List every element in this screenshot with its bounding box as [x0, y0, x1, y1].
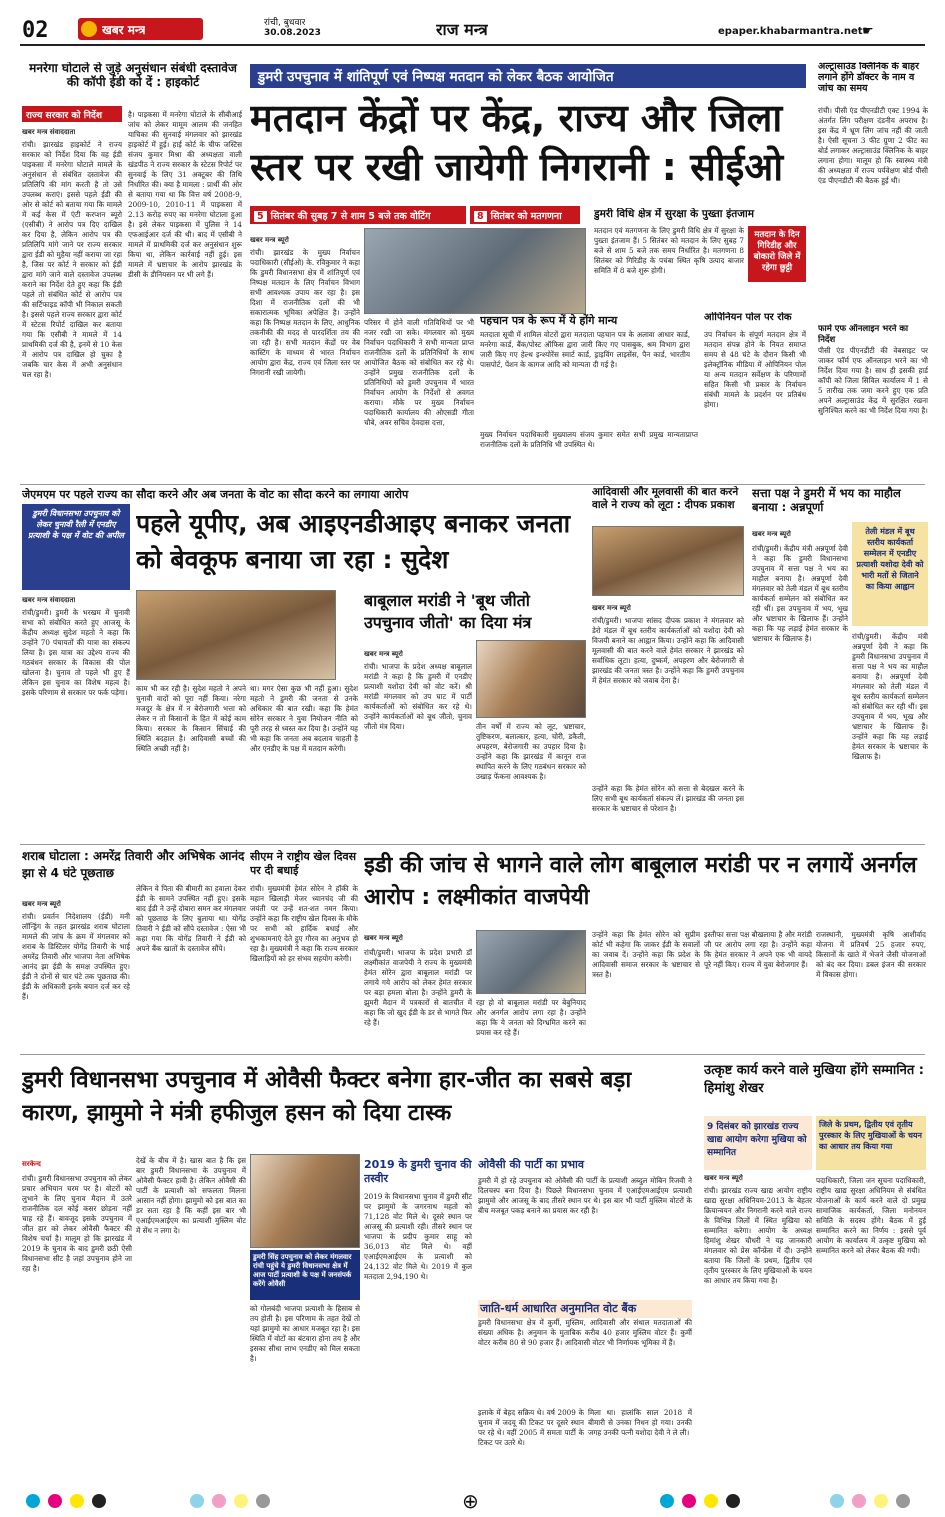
section-rule-2	[20, 844, 925, 845]
mukhiya-body: रांची। झारखंड राज्य खाद्य आयोग राष्ट्रीय खाद्य सुरक्षा अधिनियम-2013 के बेहतर क्रियान्वयन और निगरानी करने वाले राज्य के विभिन्न जिलों में स्थित मुखिया को सम्मानित करेगा। आयोग के अध्यक्ष हिमांशु शेखर चौधरी ने यह जानकारी मंगलवार को प्रेस कॉन्फ्रेंस में दी। उन्होंने बताया कि जिलों के प्रथम, द्वितीय एवं तृतीय पुरस्कार के लिए मुखियाओं के चयन का आधार तय किया गया है।	[704, 1186, 812, 1285]
sudesh-kicker: जेएमएम पर पहले राज्य का सौदा करने और अब जनता के वोट का सौदा करने का लगाया आरोप	[22, 488, 409, 501]
header-place-day: रांची, बुधवार	[264, 18, 306, 28]
marandi-headline: बाबूलाल मरांडी ने 'बूथ जीतो उपचुनाव जीतो' का दिया मंत्र	[364, 591, 532, 632]
security-headline: डुमरी विधि क्षेत्र में सुरक्षा के पुख्ता इंतजाम	[594, 208, 755, 220]
vajpayee-body: रांची/डुमरी। भाजपा के प्रदेश प्रभारी डॉ लक्ष्मीकांत वाजपेयी ने राज्य के मुख्यमंत्री हेमंत सोरेन द्वारा बाबूलाल मरांडी पर लगाये गये आरोप को लेकर हेमंत सरकार पर बड़ा हमला बोला है। उन्होंने डुमरी के झुमरी मैदान में पत्रकारों से बातचीत में कहा कि जो खुद ईडी के डर से भागते फिर रहे हैं।	[364, 948, 472, 1027]
section-name: राज मन्त्र	[436, 20, 488, 39]
vajpayee-body2: रहा हो वो बाबूलाल मरांडी पर बेबुनियाद और अनर्गल आरोप लगा रहा है। उन्होंने कहा कि ये जनता को दिग्भ्रमित करने का प्रयास कर रहे हैं।	[476, 998, 586, 1037]
owaisi-photo	[250, 1154, 360, 1248]
print-mark-cyan-1	[26, 1494, 40, 1508]
sudesh-byline: खबर मन्त्र संवाददाता	[22, 596, 76, 604]
marandi-body2: तीन वर्षों में राज्य को लूट, भ्रष्टाचार, तुष्टिकरण, बलात्कार, हत्या, चोरी, डकैती, अपहरण, बेरोजगारी का उपहार दिया है। उन्होंने कहा कि झारखंड में कानून राज स्थापित करने के लिए गठबंधन सरकार को उखाड़ फेंकना आवश्यक है।	[476, 722, 586, 781]
print-mark-black-1	[92, 1494, 106, 1508]
owaisi-body5: मिला था। हालांकि साल 2018 में बीमारी से उनका निधन हो गया। उनकी जगह उनकी पत्नी यशोदा देवी ने ले ली।	[588, 1408, 692, 1437]
main-bar2-num: 8	[474, 211, 487, 222]
main-bar1-num: 5	[254, 211, 267, 222]
ultrasound-sub: फार्म एफ ऑनलाइन भरने का निर्देश	[818, 324, 909, 345]
owaisi-headline: डुमरी विधानसभा उपचुनाव में ओवैसी फैक्टर बनेगा हार-जीत का सबसे बड़ा कारण, झामुमो ने मंत्री हफीजुल हसन को दिया टास्क	[22, 1067, 632, 1126]
col2-body: है। पाइकसा में मनरेगा घोटाले के सीबीआई जांच को लेकर मामूम आलम की जनहित याचिका की सुनवाई मंगलवार को झारखंड हाइकोर्ट में हुई। हाई कोर्ट के चीफ जस्टिस संजय कुमार मिश्रा की अध्यक्षता वाली खंडपीठ ने राज्य सरकार के स्टेटस रिपोर्ट पर सुनवाई के लिए 31 अक्टूबर की तिथि निर्धारित की। क्या है मामला : प्रार्थी की ओर से बताया गया था कि वित्त वर्ष 2008-9, 2009-10, 2010-11 में पाइकसा में 2.13 करोड़ रुपए का मनरेगा घोटाला हुआ है। इसे लेकर पाइकसा में पुलिस ने 14 एफआईआर दर्ज की थी। बाद में एसीबी ने मामले में प्राथमिकी दर्ज कर अनुसंधान शुरू किया था, लेकिन कार्रवाई नहीं हुई। इस मामले में भ्रष्टाचार के आरोप झारखंड के डीसी के डीनियसन पर भी लगे हैं।	[128, 110, 242, 279]
logo-circle-icon	[81, 21, 97, 37]
marandi-byline: खबर मन्त्र ब्यूरो	[364, 650, 403, 658]
owaisi-side-headline: 2019 के डुमरी चुनाव की तस्वीर	[364, 1158, 472, 1185]
main-body1: रांची। झारखंड के मुख्य निर्वाचन पदाधिकारी (सीईओ) के. रविकुमार ने कहा कि डुमरी विधानसभा क्षेत्र में शांतिपूर्ण एवं निष्पक्ष मतदान के लिए निर्वाचन विभाग सभी आवश्यक उपाय कर रहा है। इस दिशा में राजनीतिक दलों की भी सकारात्मक भूमिका अपेक्षित है। उन्होंने कहा कि निष्पक्ष मतदान के लिए, आधुनिक तकनीकी की मदद से पारदर्शिता तय की जा रही है। सभी मतदान केंद्रों पर वेब कास्टिंग के माध्यम से भारत निर्वाचन आयोग द्वारा केंद्र, राज्य एवं जिला स्तर पर निगरानी रखी जायेगी।	[250, 248, 360, 377]
main-byline: खबर मन्त्र ब्यूरो	[250, 236, 289, 244]
col1-headline: मनरेगा घोटाले से जुड़े अनुसंधान संबंधी दस्तावेज की कॉपी ईडी को दें : हाइकोर्ट	[29, 62, 237, 89]
print-mark-magenta-2	[212, 1494, 226, 1508]
ultrasound-body2: पीसी एंड पीएनडीटी की वेबसाइट पर जाकर फॉर्म एफ ऑनलाइन भरने का भी निर्देश दिया गया है। साथ ही इसकी हार्ड कॉपी को जिला सिविल कार्यालय में 1 से 5 तारीख तक जमा करने हुए एक प्रति अपने अल्ट्रासाउंड केंद्र में सुरक्षित रखना सुनिश्चित करने का भी निर्देश दिया गया है।	[818, 346, 928, 415]
ultrasound-headline: अल्ट्रासाउंड क्लिनिक के बाहर लगाने होंगे डॉक्टर के नाम व जांच का समय	[818, 62, 919, 94]
liquor-body: रांची। प्रवर्तन निदेशालय (ईडी) मनी लॉन्ड्रिंग के तहत झारखंड शराब घोटाला मामले की जांच के क्रम में मंगलवार को शराब के डिस्टिलर योगेंद्र तिवारी के भाई अमरेंद्र तिवारी और भाजपा नेता अभिषेक आनंद झा ईडी के समक्ष उपस्थित हुए। ईडी ने दोनों से चार घंटे तक पूछताछ की। ईडी के अधिकारी इनके बयान दर्ज कर रहे हैं।	[22, 912, 130, 1001]
print-mark-magenta-3	[682, 1494, 696, 1508]
print-mark-magenta-1	[48, 1494, 62, 1508]
vajpayee-body5: राजस्थानी, मुख्यमंत्री कृषि आशीर्वाद योजना में प्रतिवर्ष 25 हजार रुपए, किसानों के खाते में भेजने जैसी योजनाओं को बंद कर दिया। डबल इंजन की सरकार में विकास होगा।	[816, 930, 926, 979]
sudesh-body2: काम भी कर रही है। सुदेश महतो ने अपने चुनावी वादों को पूरा नहीं किया। नरेगा मजदूर के क्षेत्र में न बेरोजगारी भत्ता को लेकर न तो किसानों के हित में कोई काम किया। सरकार के किसान सिंचाई की स्थिति बदहाल है। आदिवासी बच्चों की स्थिति अच्छी नहीं है।	[136, 684, 246, 753]
mukhiya-box1: 9 दिसंबर को झारखंड राज्य खाद्य आयोग करेगा मुखिया को सम्मानित	[704, 1116, 812, 1170]
owaisi-photo-caption: डुमरी सिंह उपचुनाव को लेकर मंगलवार रांची पहुंचे ये डुमरी विधानसभा क्षेत्र में आज पार्टी प्रत्याशी के पक्ष में जनसंपर्क करेंगे ओवैसी	[250, 1250, 360, 1300]
main-body2: परिसर में होने वाली गतिविधियों पर भी नजर रखी जा सके। मंगलवार को मुख्य निर्वाचन पदाधिकारी ने सभी मान्यता प्राप्त राजनीतिक दलों के प्रतिनिधियों के साथ आयोजित बैठक को संबोधित कर रहे थे। उन्होंने प्रमुख राजनीतिक दलों के प्रतिनिधियों को डुमरी उपचुनाव में भारत निर्वाचन आयोग के निर्देशों से अवगत कराया। मौके पर मुख्य निर्वाचन पदाधिकारी कार्यालय की ओएसडी गीता चौबे, अवर सचिव देवदास दत्ता,	[364, 318, 474, 427]
annapurna-body-cont: रांची/डुमरी। केंद्रीय मंत्री अन्नपूर्णा देवी ने कहा कि डुमरी विधानसभा उपचुनाव में सत्ता पक्ष ने भय का माहौल बनाया है। अन्नपूर्णा देवी मंगलवार को तेली मंडल में बूथ स्तरीय कार्यकर्ता सम्मेलन को संबोधित कर रही थीं। इस उपचुनाव में भय, भूख और भ्रष्टाचार के खिलाफ हैं। उन्होंने कहा कि यह लड़ाई हेमंत सरकार के भ्रष्टाचार के खिलाफ है।	[852, 632, 928, 761]
col1-body: रांची। झारखंड हाइकोर्ट ने राज्य सरकार को निर्देश दिया कि वह ईडी पाइकसा में मनरेगा घोटाले मामले के अनुसंधान से संबंधित दस्तावेज की प्रतिलिपि की मांग करती है तो उसे उपलब्ध कराएं। इससे पहले ईडी की ओर से कोर्ट को बताया गया कि मामले में कई केस में एंटी करप्शन ब्यूरो (एसीबी) ने आरोप पत्र दिए दाखिल कर दिया है, लेकिन आरोप पत्र की प्रतिलिपि मांगे जाने पर राज्य सरकार द्वारा ईडी को मुहैया नहीं कराया जा रहा है, जिस पर कोर्ट ने सरकार को ईडी द्वारा मांगे जाने वाले दस्तावेज उपलब्ध कराने का निर्देश देते हुए कहा कि ईडी पहले तो संबंधित कोर्ट से आरोप पत्र की सर्टिफाइड कॉपी भी निकाल सकती है। इससे पहले राज्य सरकार द्वारा कोर्ट में स्टेटस रिपोर्ट दाखिल कर बताया गया कि एसीबी ने मामले में 14 प्राथमिकी दर्ज की है, इनमें से 10 केस में आरोप पत्र दाखिल हो चुका है जबकि चार केस में अभी अनुसंधान चल रहा है।	[22, 140, 122, 379]
brand-logo-box	[78, 18, 203, 40]
print-mark-cyan-4	[830, 1494, 844, 1508]
main-bar2-text: सितंबर को मतगणना	[490, 211, 562, 222]
print-mark-yellow-1	[70, 1494, 84, 1508]
sudesh-body: रांची/डुमरी। डुमरी के भरखम में चुनावी सभा को संबोधित करते हुए आजसू के केंद्रीय अध्यक्ष सुदेश महतो ने कहा कि उन्होंने 70 पंचायतों की यात्रा का संकल्प लिया है। इस यात्रा का उद्देश्य राज्य की गठबंधन सरकार के विकास की पोल खोलना है। चुनाव तो पहले भी हुए हैं लेकिन इस चुनाव का विशेष महत्व है। इसके परिणाम से सरकार पर फर्क पड़ेगा।	[22, 608, 130, 697]
mukhiya-byline: खबर मन्त्र ब्यूरो	[704, 1174, 743, 1182]
deepak-body2: उन्होंने कहा कि हेमंत सोरेन को सत्ता से बेदखल करने के लिए सभी बूथ कार्यकर्ता संकल्प लें। झारखंड की जनता इस सरकार के भ्रष्टाचार से परेशान है।	[592, 784, 744, 813]
sudesh-side-box: डुमरी विधानसभा उपचुनाव को लेकर चुनावी रैली में एनडीए प्रत्याशी के पक्ष में वोट की अपील	[22, 504, 130, 590]
annapurna-body: रांची/डुमरी। केंद्रीय मंत्री अन्नपूर्णा देवी ने कहा कि डुमरी विधानसभा उपचुनाव में सत्ता पक्ष ने भय का माहौल बनाया है। अन्नपूर्णा देवी मंगलवार को तेली मंडल में बूथ स्तरीय कार्यकर्ता सम्मेलन को संबोधित कर रही थीं। इस उपचुनाव में भय, भूख और भ्रष्टाचार के खिलाफ हैं। उन्होंने कहा कि यह लड़ाई हेमंत सरकार के भ्रष्टाचार के खिलाफ है।	[752, 544, 848, 643]
sudesh-body3: था। मगर ऐसा कुछ भी नहीं हुआ। सुदेश महतो ने डुमरी की जनता से उनके अधिकार की बात रखी। कहा कि हेमंत सोरेन सरकार ने युवा नियोजन नीति को पूरी तरह से ध्वस्त कर दिया है। उन्होंने यह भी कहा कि जनता अब बदलाव चाहती है और एनडीए के पक्ष में मतदान करेगी।	[250, 684, 358, 753]
ultrasound-body: रांची। पीसी एंड पीएनडीटी एक्ट 1994 के अंतर्गत लिंग परीक्षण दंडनीय अपराध है। इस केंद्र में भ्रूण लिंग जांच नहीं की जाती है। ऐसी सूचना 3 फीट ग्रुणा 2 फीट का बोर्ड लगाकर अल्ट्रासाउंड क्लिनिक के बाहर लगाना होगा। मालूम हो कि स्वास्थ्य मंत्री की अध्यक्षता में राज्य पर्यवेक्षण बोर्ड पीसी एंड पीएनडीटी की बैठक हुई थी।	[818, 106, 928, 185]
mukhiya-headline: उत्कृष्ट कार्य करने वाले मुखिया होंगे सम्मानित : हिमांशु शेखर	[704, 1063, 924, 1096]
col1-byline: खबर मन्त्र संवाददाता	[22, 128, 76, 136]
vajpayee-headline: इडी की जांच से भागने वाले लोग बाबूलाल मरांडी पर न लगायें अनर्गल आरोप : लक्ष्मीकांत वाजपेयी	[364, 853, 917, 910]
owaisi-byline: सरकेन्द	[22, 1160, 41, 1168]
opinion-headline: ओपिनियन पोल पर रोक	[704, 312, 792, 323]
sudesh-headline: पहले यूपीए, अब आइएनडीआइए बनाकर जनता को बेवकूफ बनाया जा रहा : सुदेश	[136, 509, 571, 575]
marandi-portrait	[476, 640, 586, 718]
vajpayee-body4: इस्तीफा सत्ता पक्ष बौखलाया है और मरांडी जी पर आरोप लगा रहा है। उन्होंने कहा कि हेमंत सरकार ने अपने एक भी वायदे पूरे नहीं किए। राज्य में युवा बेरोजगार हैं।	[704, 930, 812, 969]
print-mark-yellow-2	[234, 1494, 248, 1508]
print-mark-grey-4	[896, 1494, 910, 1508]
marandi-body: रांची। भाजपा के प्रदेश अध्यक्ष बाबूलाल मरांडी ने कहा है कि डुमरी में एनडीए प्रत्याशी यशोदा देवी को वोट करें। श्री मरांडी मंगलवार को उप घाट में पार्टी कार्यकर्ताओं को संबोधित कर रहे थे। उन्होंने कार्यकर्ताओं को बूथ जीतो, चुनाव जीतो मंत्र दिया।	[364, 662, 472, 731]
security-body: मतदान एवं मतगणना के लिए डुमरी विधि क्षेत्र में सुरक्षा के पुख्ता इंतजाम हैं। 5 सितंबर को मतदान के लिए सुबह 7 बजे से शाम 5 बजे तक समय निर्धारित है। मतगणना 8 सितंबर को गिरिडीह के पचंबा स्थित कृषि उत्पाद बाजार समिति में 8 बजे शुरू होगी।	[594, 226, 744, 275]
sudesh-photo	[136, 590, 336, 680]
holiday-box: मतदान के दिन गिरिडीह और बोकारो जिले में रहेगा छुट्टी	[748, 226, 806, 282]
masthead	[0, 0, 945, 42]
print-mark-cyan-2	[190, 1494, 204, 1508]
annapurna-byline: खबर मन्त्र ब्यूरो	[752, 530, 791, 538]
vajpayee-photo	[476, 930, 586, 994]
owaisi-box-body: डुमरी में हो रहे उपचुनाव को ओवैसी की पार्टी के प्रत्याशी अब्दुल मोबिन रिजवी ने दिलचस्प बना दिया है। पिछले विधानसभा चुनाव में एआईएमआईएम प्रत्याशी झामुमो और आजसू के बाद तीसरे स्थान पर थे। इस बार भी पार्टी मुस्लिम वोटरों के बीच मजबूत पकड़ बनाने का प्रयास कर रही है।	[478, 1176, 692, 1215]
epaper-url[interactable]: epaper.khabarmantra.net	[718, 26, 863, 37]
page-number: 02	[22, 18, 49, 42]
owaisi-body2: देखें के बीच में है। खास बात है कि इस बार डुमरी विधानसभा के उपचुनाव में ओवैसी फैक्टर हावी है। लेकिन ओवैसी की पार्टी के प्रत्याशी को सफलता मिलना आसान नहीं होगा। झामुमो को इस बात का डर सता रहा है कि कहीं इस बार भी एआईएमआईएम का प्रत्याशी मुस्लिम वोट में सेंध न लगा दे।	[136, 1156, 246, 1235]
caste-body: डुमरी विधानसभा क्षेत्र में कुर्मी, मुस्लिम, आदिवासी और संथाल मतदाताओं की संख्या अधिक है। अनुमान के मुताबिक करीब 40 हजार मुस्लिम वोटर हैं। कुर्मी वोटर करीब 80 से 90 हजार हैं। आदिवासी वोटर भी निर्णायक भूमिका में हैं।	[478, 1318, 692, 1347]
section-rule-1	[20, 484, 925, 485]
print-mark-magenta-4	[852, 1494, 866, 1508]
col1-kicker: राज्य सरकार को निर्देश	[22, 106, 122, 122]
owaisi-body: रांची। डुमरी विधानसभा उपचुनाव को लेकर प्रचार अभियान चरम पर है। वोटरों को लुभाने के लिए चुनाव मैदान में उतरे राजनीतिक दल कोई कसर छोड़ना नहीं चाह रहे हैं। बावजूद इसके उपचुनाव में जीत हार को लेकर ओवैसी फैक्टर की विशेष चर्चा है। मालूम हो कि झारखंड में 2019 के चुनाव के बाद डुमरी छठी ऐसी विधानसभा सीट है जहां उपचुनाव होने जा रहा है।	[22, 1174, 132, 1273]
main-bar1-text: सितंबर की सुबह 7 से शाम 5 बजे तक वोटिंग	[270, 211, 431, 222]
main-body3: मुख्य निर्वाचन पदाधिकारी मुख्यालय संजय कुमार समेत सभी प्रमुख मान्यताप्राप्त राजनीतिक दलों के प्रतिनिधि भी उपस्थित थे।	[480, 430, 698, 449]
deepak-headline: आदिवासी और मूलवासी की बात करने वाले ने राज्य को लूटा : दीपक प्रकाश	[592, 486, 739, 512]
main-kicker: डुमरी उपचुनाव में शांतिपूर्ण एवं निष्पक्ष मतदान को लेकर बैठक आयोजित	[250, 64, 806, 88]
annapurna-headline: सत्ता पक्ष ने डुमरी में भय का माहौल बनाया : अन्नपूर्णा	[752, 486, 901, 515]
main-bar1	[250, 206, 466, 224]
caste-headline: जाति-धर्म आधारित अनुमानित वोट बैंक	[478, 1300, 692, 1318]
deepak-body: रांची/डुमरी। भाजपा सांसद दीपक प्रकाश ने मंगलवार को डेरो मंडल में बूथ स्तरीय कार्यकर्ताओं को यशोदा देवी को विजयी बनाने का आह्वान किया। उन्होंने कहा कि आदिवासी मूलवासी की बात करने वाले हेमंत सरकार ने झारखंड को सर्वाधिक लूटा। हत्या, दुष्कर्म, अपहरण और बेरोजगारी से झारखंड की जनता त्रस्त है। उन्होंने कहा कि डुमरी उपचुनाव में हेमंत सरकार को जवाब देना है।	[592, 616, 744, 685]
owaisi-box-headline: ओवैसी की पार्टी का प्रभाव	[478, 1158, 585, 1171]
mukhiya-body2: पदाधिकारी, जिला जन सूचना पदाधिकारी, राष्ट्रीय खाद्य सुरक्षा अधिनियम से संबंधित योजनाओं के कार्य करने वाले दो प्रमुख सामाजिक कार्यकर्ता, जिला मनोनयन समिति के सदस्य होंगे। बैठक में हुई सम्मानित करने का निर्णय : इससे पूर्व आयोग के कार्यालय में उत्कृष्ट मुखिया को सम्मानित करने को लेकर बैठक की गयी।	[816, 1176, 926, 1255]
liquor-body2: लेकिन वे पिता की बीमारी का हवाला देकर ईडी के सामने उपस्थित नहीं हुए। इसके बाद ईडी ने उन्हें दोबारा समन कर मंगलवार को पूछताछ के लिए बुलाया था। योगेंद्र तिवारी ने ईडी को सौंपे दस्तावेज : ऐसा भी कहा गया कि योगेंद्र तिवारी ने ईडी को अपने बैंक खातों के दस्तावेज सौंपे।	[136, 884, 246, 953]
owaisi-body3: को गोलबंदी भाजपा प्रत्याशी के हिसाब से तय होती है। इस परिणाम के तहत देखें तो यहां झामुमो का आधार मजबूत रहा है। इस स्थिति में वोटों का बंटवारा होना तय है और इसका सीधा लाभ एनडीए को मिल सकता है।	[250, 1304, 360, 1363]
section-rule-3	[20, 1054, 925, 1055]
header-date: 30.08.2023	[264, 28, 321, 38]
id-headline: पहचान पत्र के रूप में ये होंगे मान्य	[480, 314, 618, 327]
cm-body: रांची। मुख्यमंत्री हेमंत सोरेन ने हॉकी के महान खिलाड़ी मेजर ध्यानचंद जी की जयंती पर उन्हें शत-शत नमन किया। उन्होंने कहा कि राष्ट्रीय खेल दिवस के मौके पर सभी को हार्दिक बधाई और शुभकामनाएं देते हुए गौरव का अनुभव हो रहा है। मुख्यमंत्री ने कहा कि राज्य सरकार खिलाड़ियों को हर संभव सहयोग करेगी।	[250, 884, 358, 963]
main-headline: मतदान केंद्रों पर केंद्र, राज्य और जिला स्तर पर रखी जायेगी निगरानी : सीईओ	[250, 96, 784, 190]
mukhiya-box2: जिले के प्रथम, द्वितीय एवं तृतीय पुरस्कार के लिए मुखियाओं के चयन का आधार तय किया गया	[816, 1116, 926, 1170]
liquor-headline: शराब घोटाला : अमरेंद्र तिवारी और अभिषेक आनंद झा से 4 घंटे पूछताछ	[22, 849, 245, 880]
owaisi-body4: इलाके में बेहद सक्रिय थे। वर्ष 2009 के चुनाव में जदयू की टिकट पर दूसरे स्थान पर रहे थे। वहीं 2005 में समता पार्टी के टिकट पर उतरे थे।	[478, 1408, 584, 1447]
brand-name: खबर मन्त्र	[102, 23, 146, 37]
liquor-byline: खबर मन्त्र ब्यूरो	[22, 900, 61, 908]
deepak-byline: खबर मन्त्र ब्यूरो	[592, 604, 631, 612]
id-body: मतदाता सूची में शामिल वोटरों द्वारा मतदाता पहचान पत्र के अलावा आधार कार्ड, मनरेगा कार्ड, बैंक/पोस्ट ऑफिस द्वारा जारी किए गए पासबुक, श्रम विभाग द्वारा जारी किए गए हेल्थ इन्श्योरेंस स्मार्ट कार्ड, ड्राइविंग लाइसेंस, पैन कार्ड, भारतीय पासपोर्ट, पेंशन के कागज आदि को मान्यता दी गई है।	[480, 330, 690, 369]
main-photo-meeting	[364, 228, 586, 314]
print-mark-cyan-3	[660, 1494, 674, 1508]
deepak-photo	[592, 526, 744, 596]
print-mark-black-3	[726, 1494, 740, 1508]
owaisi-side-body: 2019 के विधानसभा चुनाव में डुमरी सीट पर झामुमो के जगरनाथ महतो को 71,128 वोट मिले थे। दूसरे स्थान पर आजसू की प्रत्याशी रही। तीसरे स्थान पर भाजपा के प्रदीप कुमार साहू को 36,013 वोट मिले थे। वहीं एआईएमआईएम के प्रत्याशी को 24,132 वोट मिले थे। 2019 में कुल मतदाता 2,94,190 थे।	[364, 1192, 472, 1281]
vajpayee-body3: उन्होंने कहा कि हेमंत सोरेन को सुप्रीम कोर्ट भी कहेगा कि जाकर ईडी के सवालों का जवाब दें। उन्होंने कहा कि प्रदेश के आदिवासी समाज सरकार के भ्रष्टाचार से त्रस्त है।	[592, 930, 700, 979]
opinion-body: उप निर्वाचन के संपूर्ण मतदान क्षेत्र में मतदान संपन्न होने के नियत समाप्त समय से 48 घंटे के दौरान किसी भी इलेक्ट्रॉनिक मीडिया में ओपिनियन पोल या अन्य मतदान सर्वेक्षण के परिणामों सहित किसी भी प्रकार के निर्वाचन संबंधी मामले के प्रदर्शन पर प्रतिबंध होगा।	[704, 330, 806, 409]
cm-headline: सीएम ने राष्ट्रीय खेल दिवस पर दी बधाई	[250, 850, 357, 877]
print-mark-yellow-3	[704, 1494, 718, 1508]
registration-mark-icon: ⊕	[462, 1489, 479, 1513]
vajpayee-byline: खबर मन्त्र ब्यूरो	[364, 934, 403, 942]
print-mark-yellow-4	[874, 1494, 888, 1508]
print-mark-grey-2	[256, 1494, 270, 1508]
cursor-icon: ☛	[862, 24, 874, 39]
main-bar2	[470, 206, 580, 224]
header-rule	[20, 44, 925, 46]
annapurna-callout: तेली मंडल में बूथ स्तरीय कार्यकर्ता सम्मेलन में एनडीए प्रत्याशी यशोदा देवी को भारी मतों से जिताने का किया आह्वान	[852, 522, 928, 626]
